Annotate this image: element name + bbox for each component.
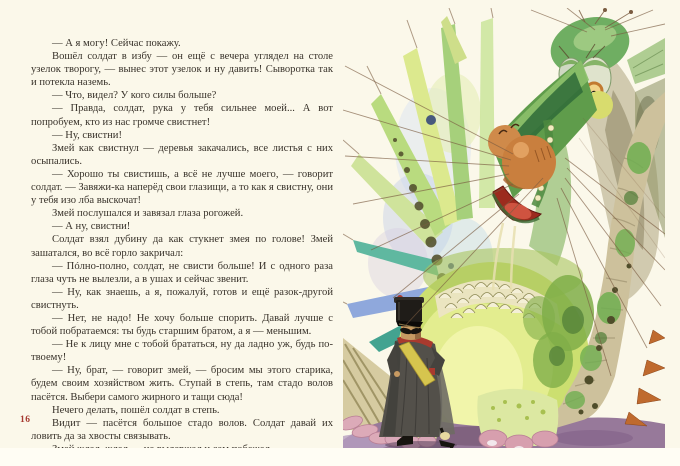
story-text (31, 37, 333, 456)
story-paragraph: — Что, видел? У кого силы больше? (52, 90, 217, 102)
story-paragraph: — Хорошо ты свистишь, а всё не лучше моего, — говорит солдат. — Завяжи-ка наперёд свои глазищи, а то как я свистну, они у тебя изо лба выскочат! (31, 168, 333, 207)
right-page (340, 0, 680, 448)
story-paragraph: — А я могу! Сейчас покажу. (52, 38, 181, 49)
left-page (0, 0, 340, 448)
story-paragraph: Нечего делать, пошёл солдат в степь. (52, 404, 220, 416)
dragon-ear-fin (627, 38, 665, 84)
page-bottom-edge (0, 448, 680, 466)
story-paragraph: — Нет, не надо! Не хочу больше спорить. Давай лучше с тобой побратаемся: ты будь старшим братом, а я — меньшим. (31, 312, 333, 338)
story-paragraph: — А ну, свистни! (52, 221, 131, 233)
story-paragraph: Змей как свистнул — деревья закачались, все листья с них осыпались. (31, 142, 333, 167)
page-number: 16 (20, 415, 31, 425)
story-paragraph: — Правда, солдат, рука у тебя сильнее моей... А вот попробуем, кто из нас громче свистнет! (31, 103, 333, 128)
story-paragraph: Змей послушался и завязал глаза рогожей. (52, 208, 244, 220)
story-paragraph: Солдат взял дубину да как стукнет змея по голове! Змей зашатался, во всё горло закричал: (31, 234, 333, 259)
story-paragraph: — Ну, как знаешь, а я, пожалуй, готов и ещё разок-другой свистнуть. (31, 286, 333, 311)
story-paragraph: — Не к лицу мне с тобой брататься, ну да ладно уж, будь по-твоему! (31, 339, 333, 364)
soldier-shako (394, 295, 424, 328)
story-paragraph: Вошёл солдат в избу — он ещё с вечера углядел на столе узелок творогу, — вынес этот узелок и ну давить! Сыворотка так и потекла наземь. (31, 51, 333, 89)
dragon-illustration (343, 8, 665, 448)
story-paragraph: Видит — пасётся большое стадо волов. Солдат давай их ловить да за хвосты связывать. (31, 417, 333, 442)
story-paragraph: — Ну, брат, — говорит змей, — бросим мы этого старика, будем своим хозяйством жить. Ступай в степь, там стадо волов пасётся. Выбери самого жирного и тащи сюда! (31, 365, 333, 403)
story-paragraph: — Пóлно-полно, солдат, не свисти больше! И с одного раза глаза чуть не вылезли, а в ушах и сейчас звенит. (31, 260, 333, 285)
story-paragraph: — Ну, свистни! (52, 129, 122, 141)
